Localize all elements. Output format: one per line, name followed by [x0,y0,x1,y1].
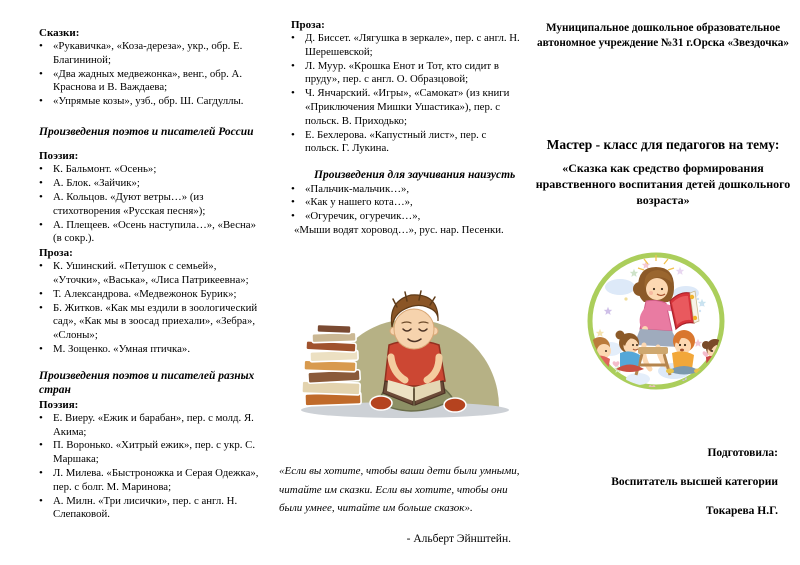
memorize-list [288,183,520,224]
list-item-text: А. Блок. «Зайчик»; [53,177,140,190]
list-item-text: «Огуречик, огуречик…», [305,210,421,223]
einstein-quote: «Если вы хотите, чтобы ваши дети были умными, читайте им сказки. Если вы хотите, чтобы они были умнее, читайте им больше сказок». [279,465,520,514]
section-heading-prose-2: Проза: [291,19,325,31]
list-item-text: М. Зощенко. «Умная птичка». [53,343,191,356]
list-item [36,467,262,495]
reading-boy-illustration [293,281,511,449]
section-heading-memorize: Произведения для заучивания наизусть [314,169,516,182]
prose-russia-list [36,260,262,357]
list-item-text: «Как у нашего кота…», [305,196,413,209]
list-item-text: «Упрямые козы», узб., обр. Ш. Сагдуллы. [53,95,244,108]
organization-name: Муниципальное дошкольное образовательное автономное учреждение №31 г.Орска «Звездочка» [537,22,789,49]
storytime-circle-illustration [582,247,730,395]
list-item [36,302,262,343]
list-item [36,95,262,109]
list-item-text: «Пальчик-мальчик…», [305,182,410,195]
list-item [288,196,520,210]
list-item [36,495,262,523]
memorize-tail-text: «Мыши водят хоровод…», рус. нар. Песенки. [294,224,504,237]
prepared-label: Подготовила: [707,447,778,459]
list-item-text: К. Ушинский. «Петушок с семьей», «Уточки», «Васька», «Лиса Патрикеевна»; [53,260,249,287]
list-item [36,219,262,247]
list-item-text: А. Плещеев. «Осень наступила…», «Весна» (в сокр.). [53,218,256,245]
fairytales-list [36,40,262,109]
list-item-text: К. Бальмонт. «Осень»; [53,163,157,176]
list-item [36,288,262,302]
list-item-text: «Рукавичка», «Коза-дереза», укр., обр. Е. Благининой; [53,40,243,66]
list-item [288,60,520,88]
spacer [288,156,520,168]
list-item [36,68,262,96]
list-item-text: А. Кольцов. «Дуют ветры…» (из стихотворения «Русская песня»); [53,191,206,217]
event-subtitle: «Сказка как средство формирования нравственного воспитания детей дошкольного возраста» [535,161,791,207]
section-heading-poetry-1: Поэзия: [39,150,79,163]
list-item [288,87,520,128]
left-column [36,26,262,522]
spacer [36,109,262,125]
list-item [36,412,262,440]
prepared-role: Воспитатель высшей категории [611,476,778,488]
event-title: Мастер - класс для педагогов на тему: [546,137,780,152]
prepared-name: Токарева Н.Г. [705,505,778,517]
prepared-by-block [540,446,778,518]
book-stack-icon [302,324,361,406]
list-item [36,40,262,68]
prose-foreign-list [288,32,520,156]
list-item-text: Т. Александрова. «Медвежонок Бурик»; [53,287,237,300]
list-item-text: А. Милн. «Три лисички», пер. с англ. Н. Слепаковой. [53,494,238,521]
list-item [288,129,520,157]
list-item-text: Л. Милева. «Быстроножка и Серая Одежка», пер. с болг. М. Маринова; [53,467,259,493]
list-item-text: Е. Бехлерова. «Капустный лист», пер. с польск. Г. Лукина. [305,128,487,155]
list-item-text: Л. Муур. «Крошка Енот и Тот, кто сидит в пруду», пер. с англ. О. Образцовой; [305,59,499,86]
section-heading-prose-1: Проза: [39,247,73,260]
list-item-text: Ч. Янчарский. «Игры», «Самокат» (из книги «Приключения Мишки Ушастика»), пер. с польск. В. Приходько; [305,87,510,127]
poetry-russia-list [36,163,262,246]
section-heading-poetry-2: Поэзия: [39,398,79,411]
list-item-text: Д. Биссет. «Лягушка в зеркале», пер. с англ. Н. Шерешевской; [305,32,520,58]
list-item [36,260,262,288]
spacer [36,357,262,369]
list-item-text: Б. Житков. «Как мы ездили в зоологический сад», «Как мы в зоосад приехали», «Зебра», «Слоны»; [53,301,258,342]
middle-column [288,18,520,238]
poetry-foreign-list [36,412,262,522]
spacer [36,139,262,149]
list-item-text: «Два жадных медвежонка», венг., обр. А. Краснова и В. Важдаева; [53,67,243,94]
section-heading-russia: Произведения поэтов и писателей России [39,125,254,138]
list-item-text: П. Воронько. «Хитрый ежик», пер. с укр. С. Маршака; [53,439,256,466]
list-item [36,191,262,219]
section-heading-fairytales: Сказки: [39,27,80,39]
list-item [288,183,520,197]
section-heading-foreign: Произведения поэтов и писателей разных стран [39,369,255,397]
list-item [288,210,520,224]
list-item [36,439,262,467]
list-item [36,163,262,177]
quote-author: - Альберт Эйнштейн. [406,533,511,545]
list-item [288,32,520,60]
list-item [36,343,262,357]
list-item [36,177,262,191]
list-item-text: Е. Виеру. «Ежик и барабан», пер. с молд. Я. Акима; [53,411,254,438]
